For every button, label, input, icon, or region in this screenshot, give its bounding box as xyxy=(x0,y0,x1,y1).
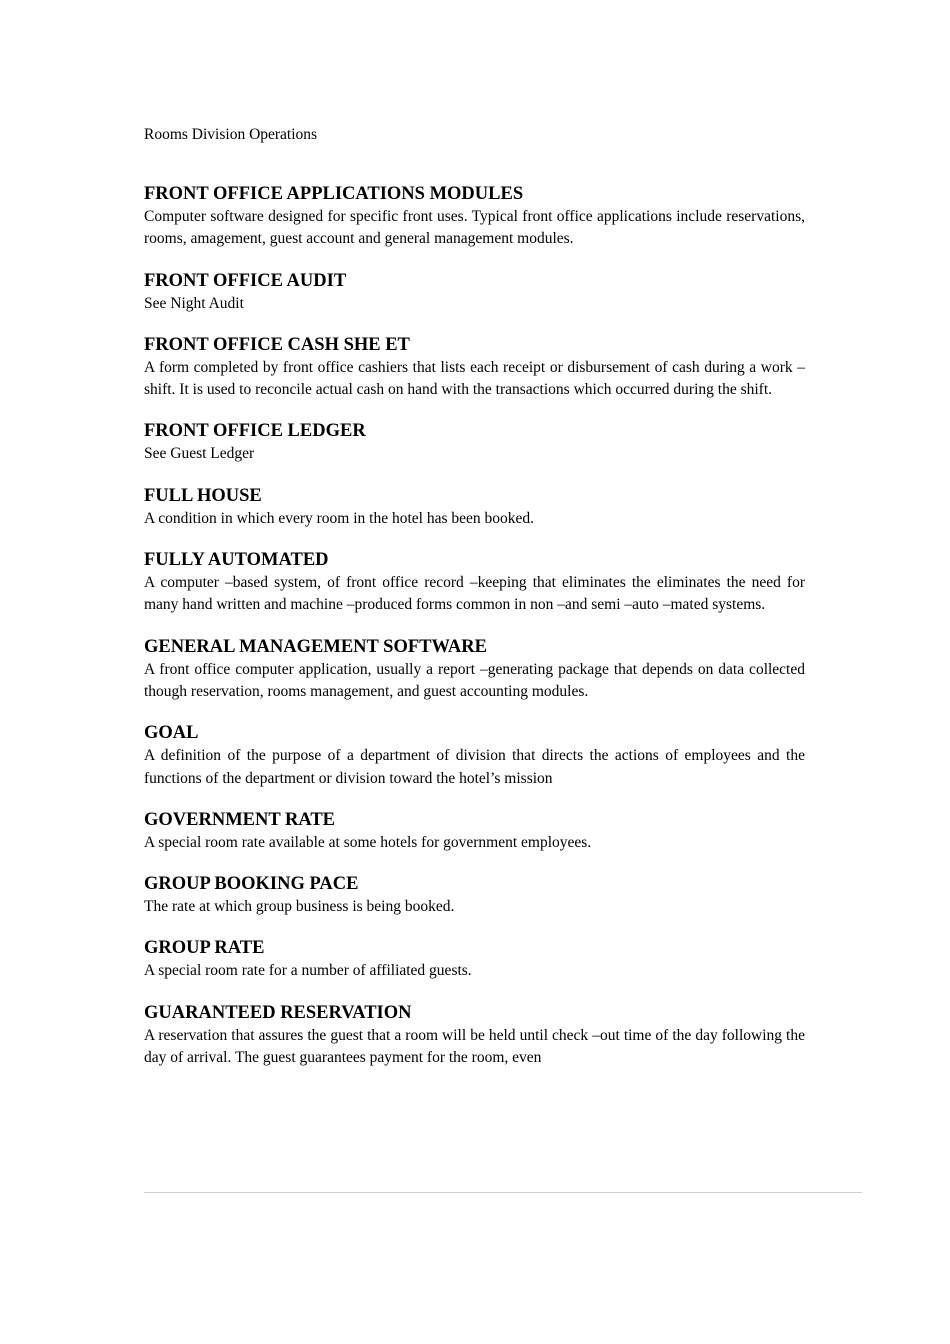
glossary-entry xyxy=(144,722,805,790)
entry-term: FULLY AUTOMATED xyxy=(144,550,329,571)
entry-term: GENERAL MANAGEMENT SOFTWARE xyxy=(144,636,487,657)
glossary-entries xyxy=(144,183,805,1088)
entry-term: GOVERNMENT RATE xyxy=(144,809,336,830)
entry-definition: See Guest Ledger xyxy=(144,445,255,463)
entry-term: GOAL xyxy=(144,723,199,744)
glossary-entry xyxy=(144,183,805,251)
entry-definition: Computer software designed for specific front uses. Typical front office applications include reservations, rooms, amagement, guest account and general management modules. xyxy=(144,208,805,248)
entry-term: FRONT OFFICE CASH SHE ET xyxy=(144,334,410,355)
entry-term: FRONT OFFICE LEDGER xyxy=(144,421,366,442)
entry-definition: A definition of the purpose of a department of division that directs the actions of employees and the functions of the department or division toward the hotel’s mission xyxy=(144,747,805,787)
entry-definition: A front office computer application, usually a report –generating package that depends on data collected though reservation, rooms management, and guest accounting modules. xyxy=(144,660,805,700)
glossary-entry xyxy=(144,1002,805,1070)
glossary-entry xyxy=(144,485,805,530)
entry-term: FRONT OFFICE APPLICATIONS MODULES xyxy=(144,184,524,204)
entry-definition: The rate at which group business is being booked. xyxy=(144,898,455,916)
glossary-entry xyxy=(144,334,805,402)
running-header: Rooms Division Operations xyxy=(144,126,318,143)
glossary-entry xyxy=(144,809,805,854)
entry-term: FRONT OFFICE AUDIT xyxy=(144,270,347,291)
glossary-entry xyxy=(144,420,805,465)
entry-term: GROUP RATE xyxy=(144,938,265,959)
footer-divider xyxy=(144,1192,862,1193)
entry-definition: A special room rate available at some hotels for government employees. xyxy=(144,833,592,851)
glossary-entry xyxy=(144,873,805,918)
entry-definition: A computer –based system, of front office record –keeping that eliminates the eliminates the need for many hand written and machine –produced forms common in non –and semi –auto –mated systems. xyxy=(144,574,805,614)
entry-definition: A special room rate for a number of affiliated guests. xyxy=(144,962,472,980)
entry-definition: A condition in which every room in the hotel has been booked. xyxy=(144,509,534,527)
glossary-entry xyxy=(144,636,805,704)
glossary-entry xyxy=(144,549,805,617)
entry-definition: See Night Audit xyxy=(144,294,244,312)
entry-definition: A reservation that assures the guest that a room will be held until check –out time of the day following the day of arrival. The guest guarantees payment for the room, even xyxy=(144,1026,805,1067)
glossary-entry xyxy=(144,270,805,315)
glossary-entry xyxy=(144,937,805,982)
entry-definition: A form completed by front office cashiers that lists each receipt or disbursement of cash during a work –shift. It is used to reconcile actual cash on hand with the transactions which occurred during the shift. xyxy=(144,358,805,399)
entry-term: FULL HOUSE xyxy=(144,485,262,506)
entry-term: GROUP BOOKING PACE xyxy=(144,874,359,895)
entry-term: GUARANTEED RESERVATION xyxy=(144,1002,412,1023)
